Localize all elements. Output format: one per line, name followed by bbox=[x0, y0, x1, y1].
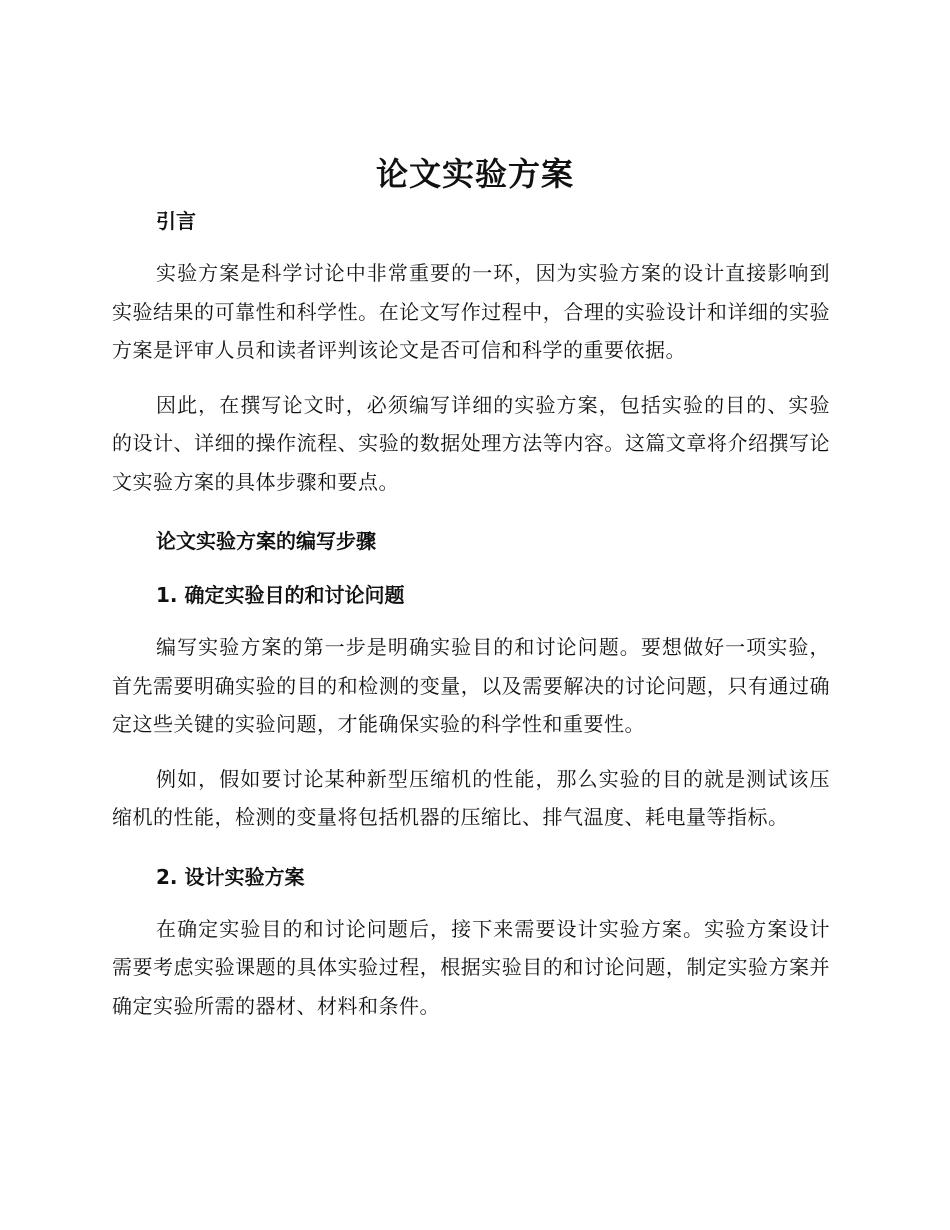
section-heading: 引言 bbox=[156, 209, 196, 233]
section-writing-steps bbox=[112, 523, 830, 559]
section-heading: 1. 确定实验目的和讨论问题 bbox=[156, 583, 405, 607]
paragraph: 在确定实验目的和讨论问题后，接下来需要设计实验方案。实验方案设计需要考虑实验课题的具体实验过程，根据实验目的和讨论问题，制定实验方案并确定实验所需的器材、材料和条件。 bbox=[112, 916, 830, 1018]
section-heading: 论文实验方案的编写步骤 bbox=[156, 529, 376, 553]
document-body bbox=[112, 203, 830, 1025]
paragraph: 实验方案是科学讨论中非常重要的一环，因为实验方案的设计直接影响到实验结果的可靠性和科学性。在论文写作过程中，合理的实验设计和详细的实验方案是评审人员和读者评判该论文是否可信和科学的重要依据。 bbox=[112, 261, 830, 362]
section-introduction bbox=[112, 203, 830, 501]
document-title: 论文实验方案 bbox=[375, 155, 574, 193]
paragraph: 因此，在撰写论文时，必须编写详细的实验方案，包括实验的目的、实验的设计、详细的操作流程、实验的数据处理方法等内容。这篇文章将介绍撰写论文实验方案的具体步骤和要点。 bbox=[112, 392, 830, 494]
paragraph: 例如，假如要讨论某种新型压缩机的性能，那么实验的目的就是测试该压缩机的性能，检测的变量将包括机器的压缩比、排气温度、耗电量等指标。 bbox=[112, 766, 830, 829]
section-step-1 bbox=[112, 577, 830, 837]
section-heading: 2. 设计实验方案 bbox=[156, 864, 305, 889]
paragraph: 编写实验方案的第一步是明确实验目的和讨论问题。要想做好一项实验，首先需要明确实验的目的和检测的变量，以及需要解决的讨论问题，只有通过确定这些关键的实验问题，才能确保实验的科学性和重要性。 bbox=[112, 635, 830, 736]
section-step-2 bbox=[112, 859, 830, 1026]
